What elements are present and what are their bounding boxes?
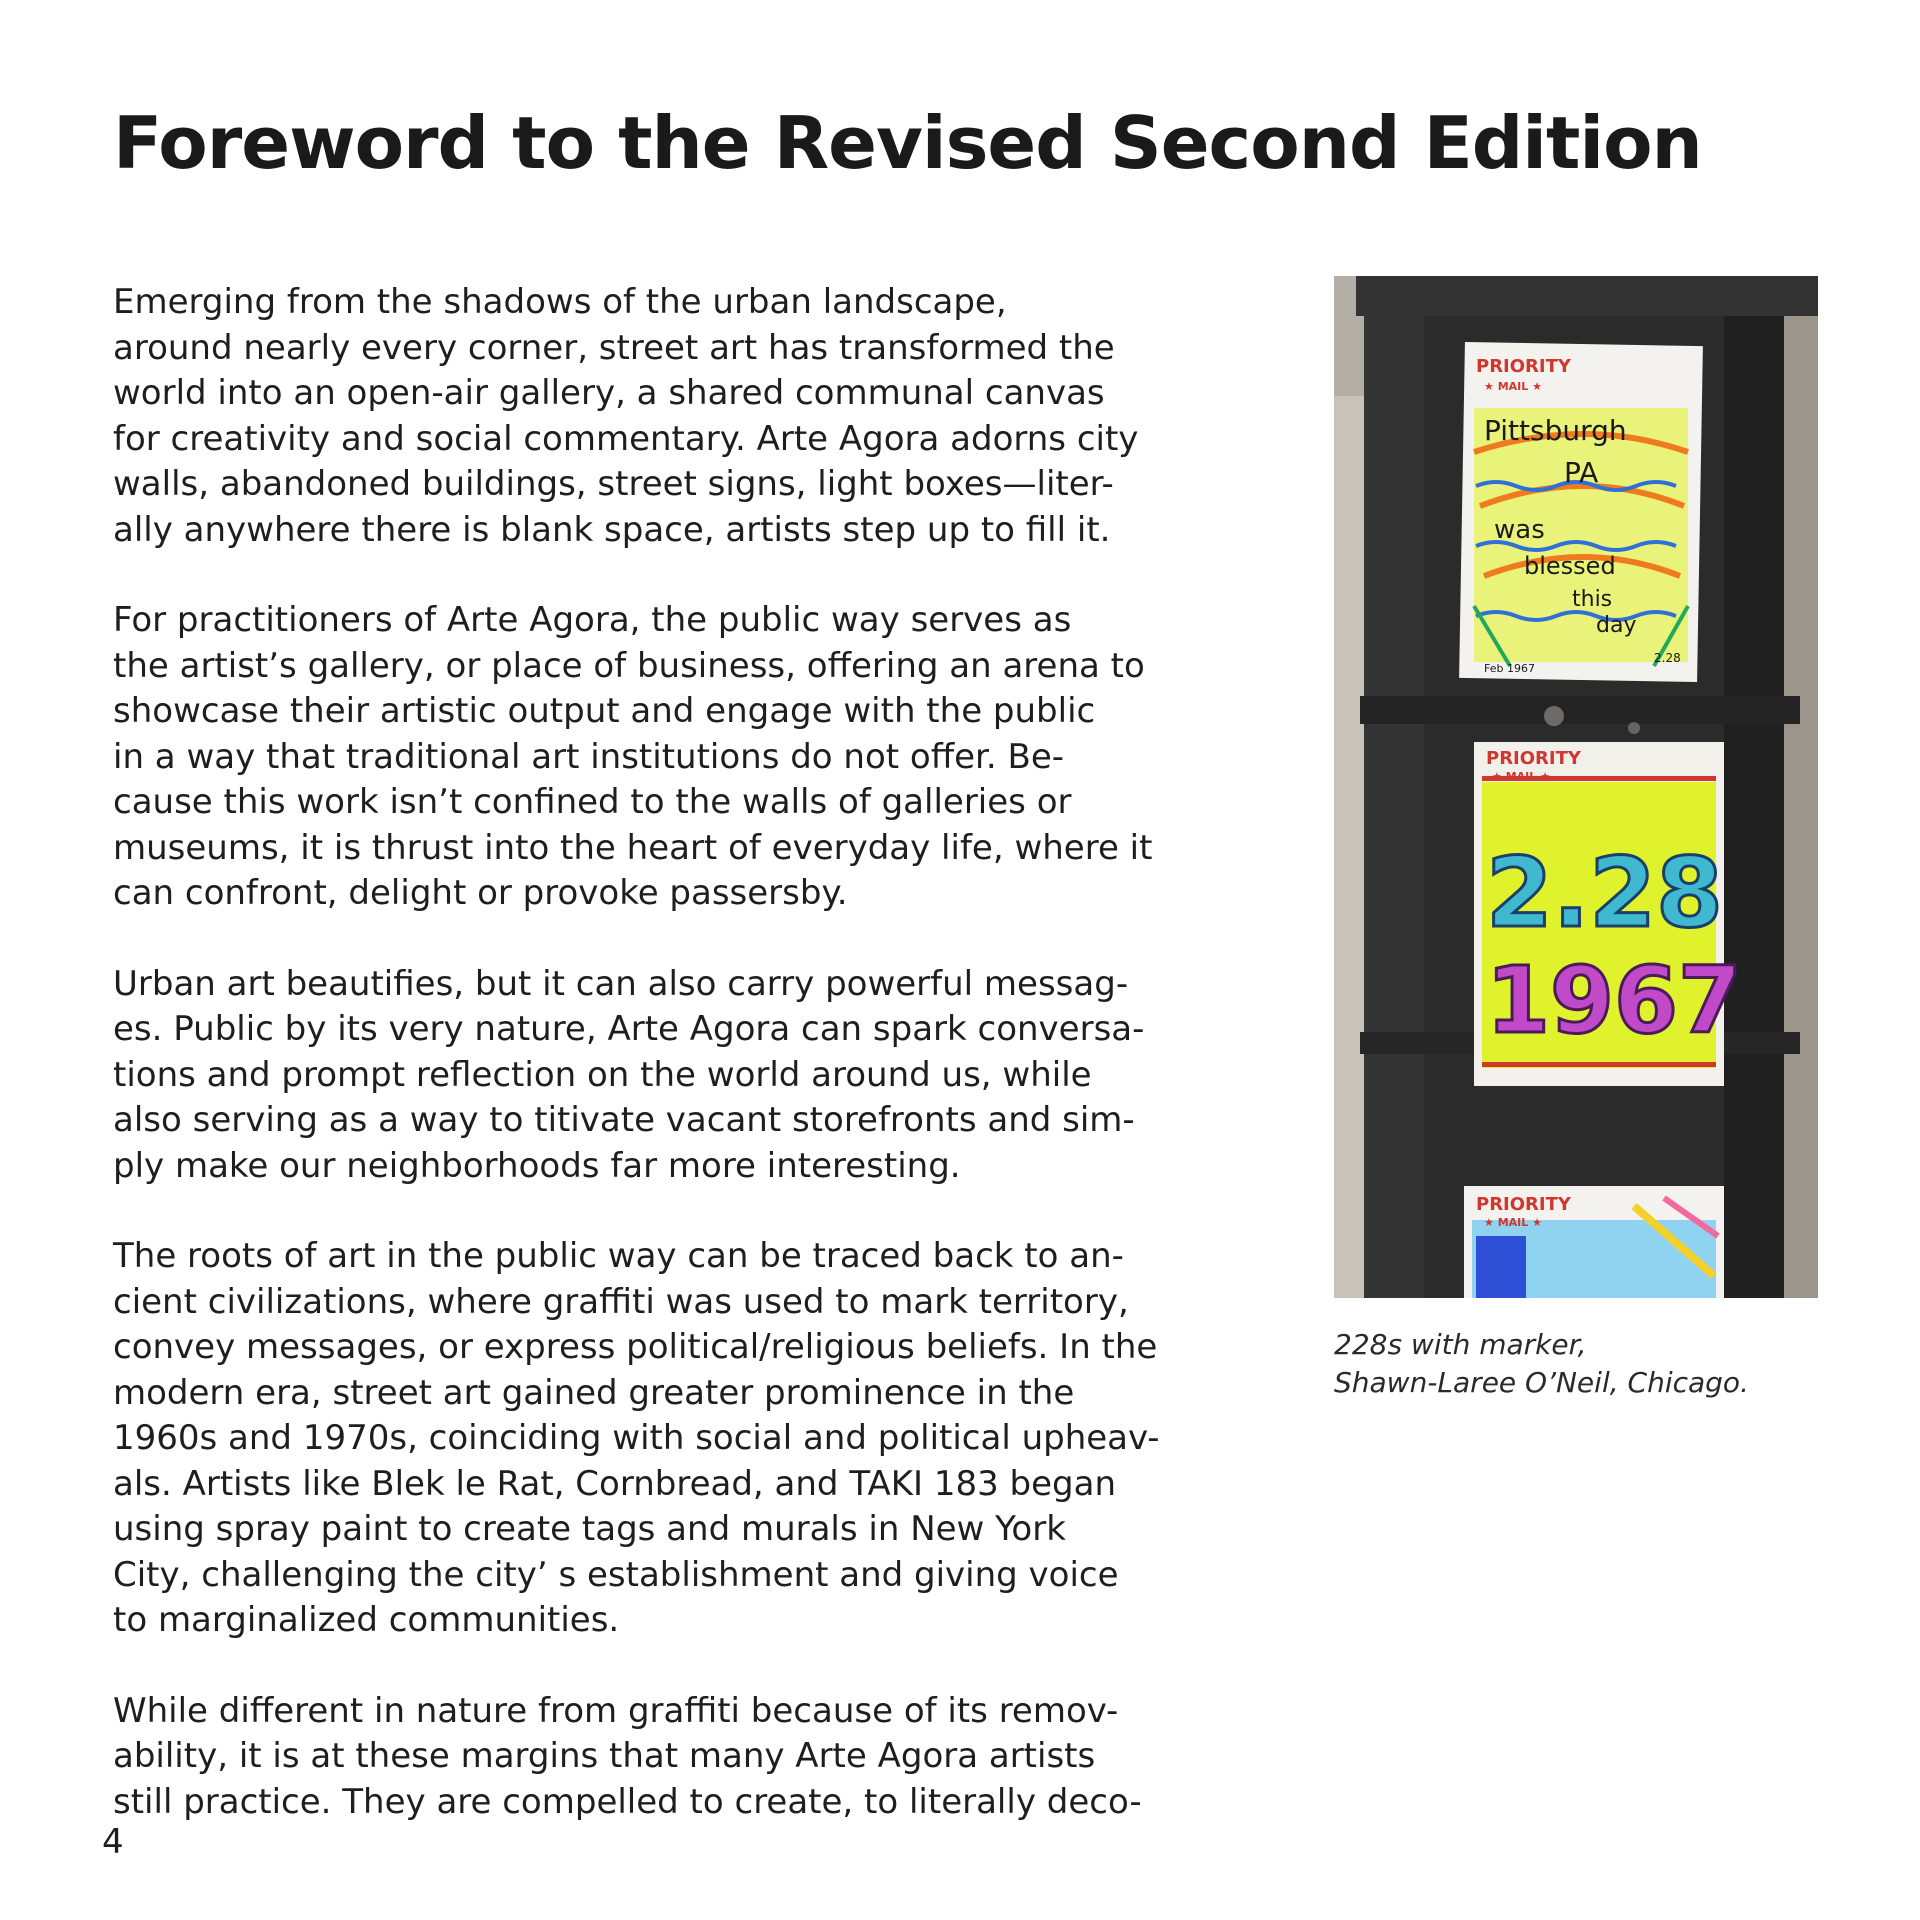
body-text bbox=[113, 280, 1263, 1870]
photo-illustration bbox=[1334, 276, 1818, 1298]
page-number: 4 bbox=[102, 1822, 124, 1862]
sticker-mail: ★ MAIL ★ bbox=[1492, 770, 1550, 783]
sticker-pittsburgh bbox=[1459, 342, 1703, 682]
sticker-date: 2.28 bbox=[1654, 651, 1681, 665]
sticker-handwriting: was bbox=[1494, 515, 1545, 545]
sticker-mail: ★ MAIL ★ bbox=[1484, 380, 1542, 393]
paragraph-1 bbox=[113, 280, 1263, 553]
text-line: also serving as a way to titivate vacant storefronts and sim- bbox=[113, 1100, 1135, 1140]
figure-caption bbox=[1334, 1326, 1874, 1402]
sticker-brand: PRIORITY bbox=[1476, 356, 1571, 377]
text-line: ability, it is at these margins that many Arte Agora artists bbox=[113, 1736, 1096, 1776]
text-line: ally anywhere there is blank space, artists step up to fill it. bbox=[113, 509, 1111, 550]
text-line: still practice. They are compelled to create, to literally deco- bbox=[113, 1781, 1142, 1822]
text-line: 1960s and 1970s, coinciding with social and political upheav- bbox=[113, 1418, 1160, 1458]
paragraph-2 bbox=[113, 598, 1263, 917]
caption-line: 228s with marker, bbox=[1334, 1328, 1587, 1361]
sticker-brand: PRIORITY bbox=[1476, 1194, 1571, 1215]
text-line: ply make our neighborhoods far more interesting. bbox=[113, 1145, 961, 1186]
text-line: the artist’s gallery, or place of business, offering an arena to bbox=[113, 645, 1145, 686]
text-line: als. Artists like Blek le Rat, Cornbread, and TAKI 183 began bbox=[113, 1463, 1116, 1504]
sticker-number: 2.28 bbox=[1486, 837, 1723, 949]
sticker-partial bbox=[1464, 1186, 1724, 1298]
text-line: Urban art beautifies, but it can also carry powerful messag- bbox=[113, 963, 1129, 1004]
sticker-date: Feb 1967 bbox=[1484, 662, 1535, 675]
paragraph-4 bbox=[113, 1234, 1263, 1644]
text-line: museums, it is thrust into the heart of everyday life, where it bbox=[113, 827, 1153, 868]
text-line: modern era, street art gained greater prominence in the bbox=[113, 1372, 1075, 1413]
text-line: world into an open-air gallery, a shared communal canvas bbox=[113, 373, 1105, 413]
sticker-handwriting: day bbox=[1596, 613, 1637, 638]
text-line: convey messages, or express political/religious beliefs. In the bbox=[113, 1327, 1158, 1367]
text-line: es. Public by its very nature, Arte Agora can spark conversa- bbox=[113, 1009, 1145, 1049]
text-line: For practitioners of Arte Agora, the public way serves as bbox=[113, 600, 1072, 640]
sticker-handwriting: PA bbox=[1564, 456, 1599, 489]
paragraph-5 bbox=[113, 1689, 1263, 1826]
text-line: Emerging from the shadows of the urban landscape, bbox=[113, 282, 1007, 322]
sticker-2-28-1967 bbox=[1474, 742, 1742, 1086]
text-line: While different in nature from graffiti because of its remov- bbox=[113, 1690, 1119, 1731]
text-line: in a way that traditional art institutions do not offer. Be- bbox=[113, 736, 1065, 777]
paragraph-3 bbox=[113, 962, 1263, 1190]
text-line: to marginalized communities. bbox=[113, 1600, 620, 1640]
sticker-mail: ★ MAIL ★ bbox=[1484, 1216, 1542, 1229]
text-line: walls, abandoned buildings, street signs, light boxes—liter- bbox=[113, 464, 1114, 504]
text-line: tions and prompt reflection on the world around us, while bbox=[113, 1054, 1092, 1095]
text-line: The roots of art in the public way can be traced back to an- bbox=[113, 1236, 1124, 1276]
street-art-photo bbox=[1334, 276, 1818, 1298]
page-title: Foreword to the Revised Second Edition bbox=[113, 101, 1702, 185]
sticker-number: 1967 bbox=[1486, 947, 1743, 1054]
sticker-handwriting: this bbox=[1572, 587, 1613, 612]
text-line: showcase their artistic output and engage with the public bbox=[113, 691, 1096, 731]
sticker-brand: PRIORITY bbox=[1486, 748, 1581, 769]
text-line: around nearly every corner, street art has transformed the bbox=[113, 327, 1115, 368]
text-line: cient civilizations, where graffiti was used to mark territory, bbox=[113, 1281, 1129, 1322]
sticker-handwriting: Pittsburgh bbox=[1484, 414, 1627, 447]
text-line: can confront, delight or provoke passersby. bbox=[113, 873, 848, 913]
sticker-handwriting: blessed bbox=[1524, 552, 1616, 580]
text-line: cause this work isn’t confined to the walls of galleries or bbox=[113, 782, 1072, 822]
text-line: using spray paint to create tags and murals in New York bbox=[113, 1509, 1066, 1549]
text-line: City, challenging the city’ s establishment and giving voice bbox=[113, 1554, 1119, 1595]
text-line: for creativity and social commentary. Arte Agora adorns city bbox=[113, 418, 1139, 459]
caption-line: Shawn-Laree O’Neil, Chicago. bbox=[1334, 1366, 1749, 1399]
